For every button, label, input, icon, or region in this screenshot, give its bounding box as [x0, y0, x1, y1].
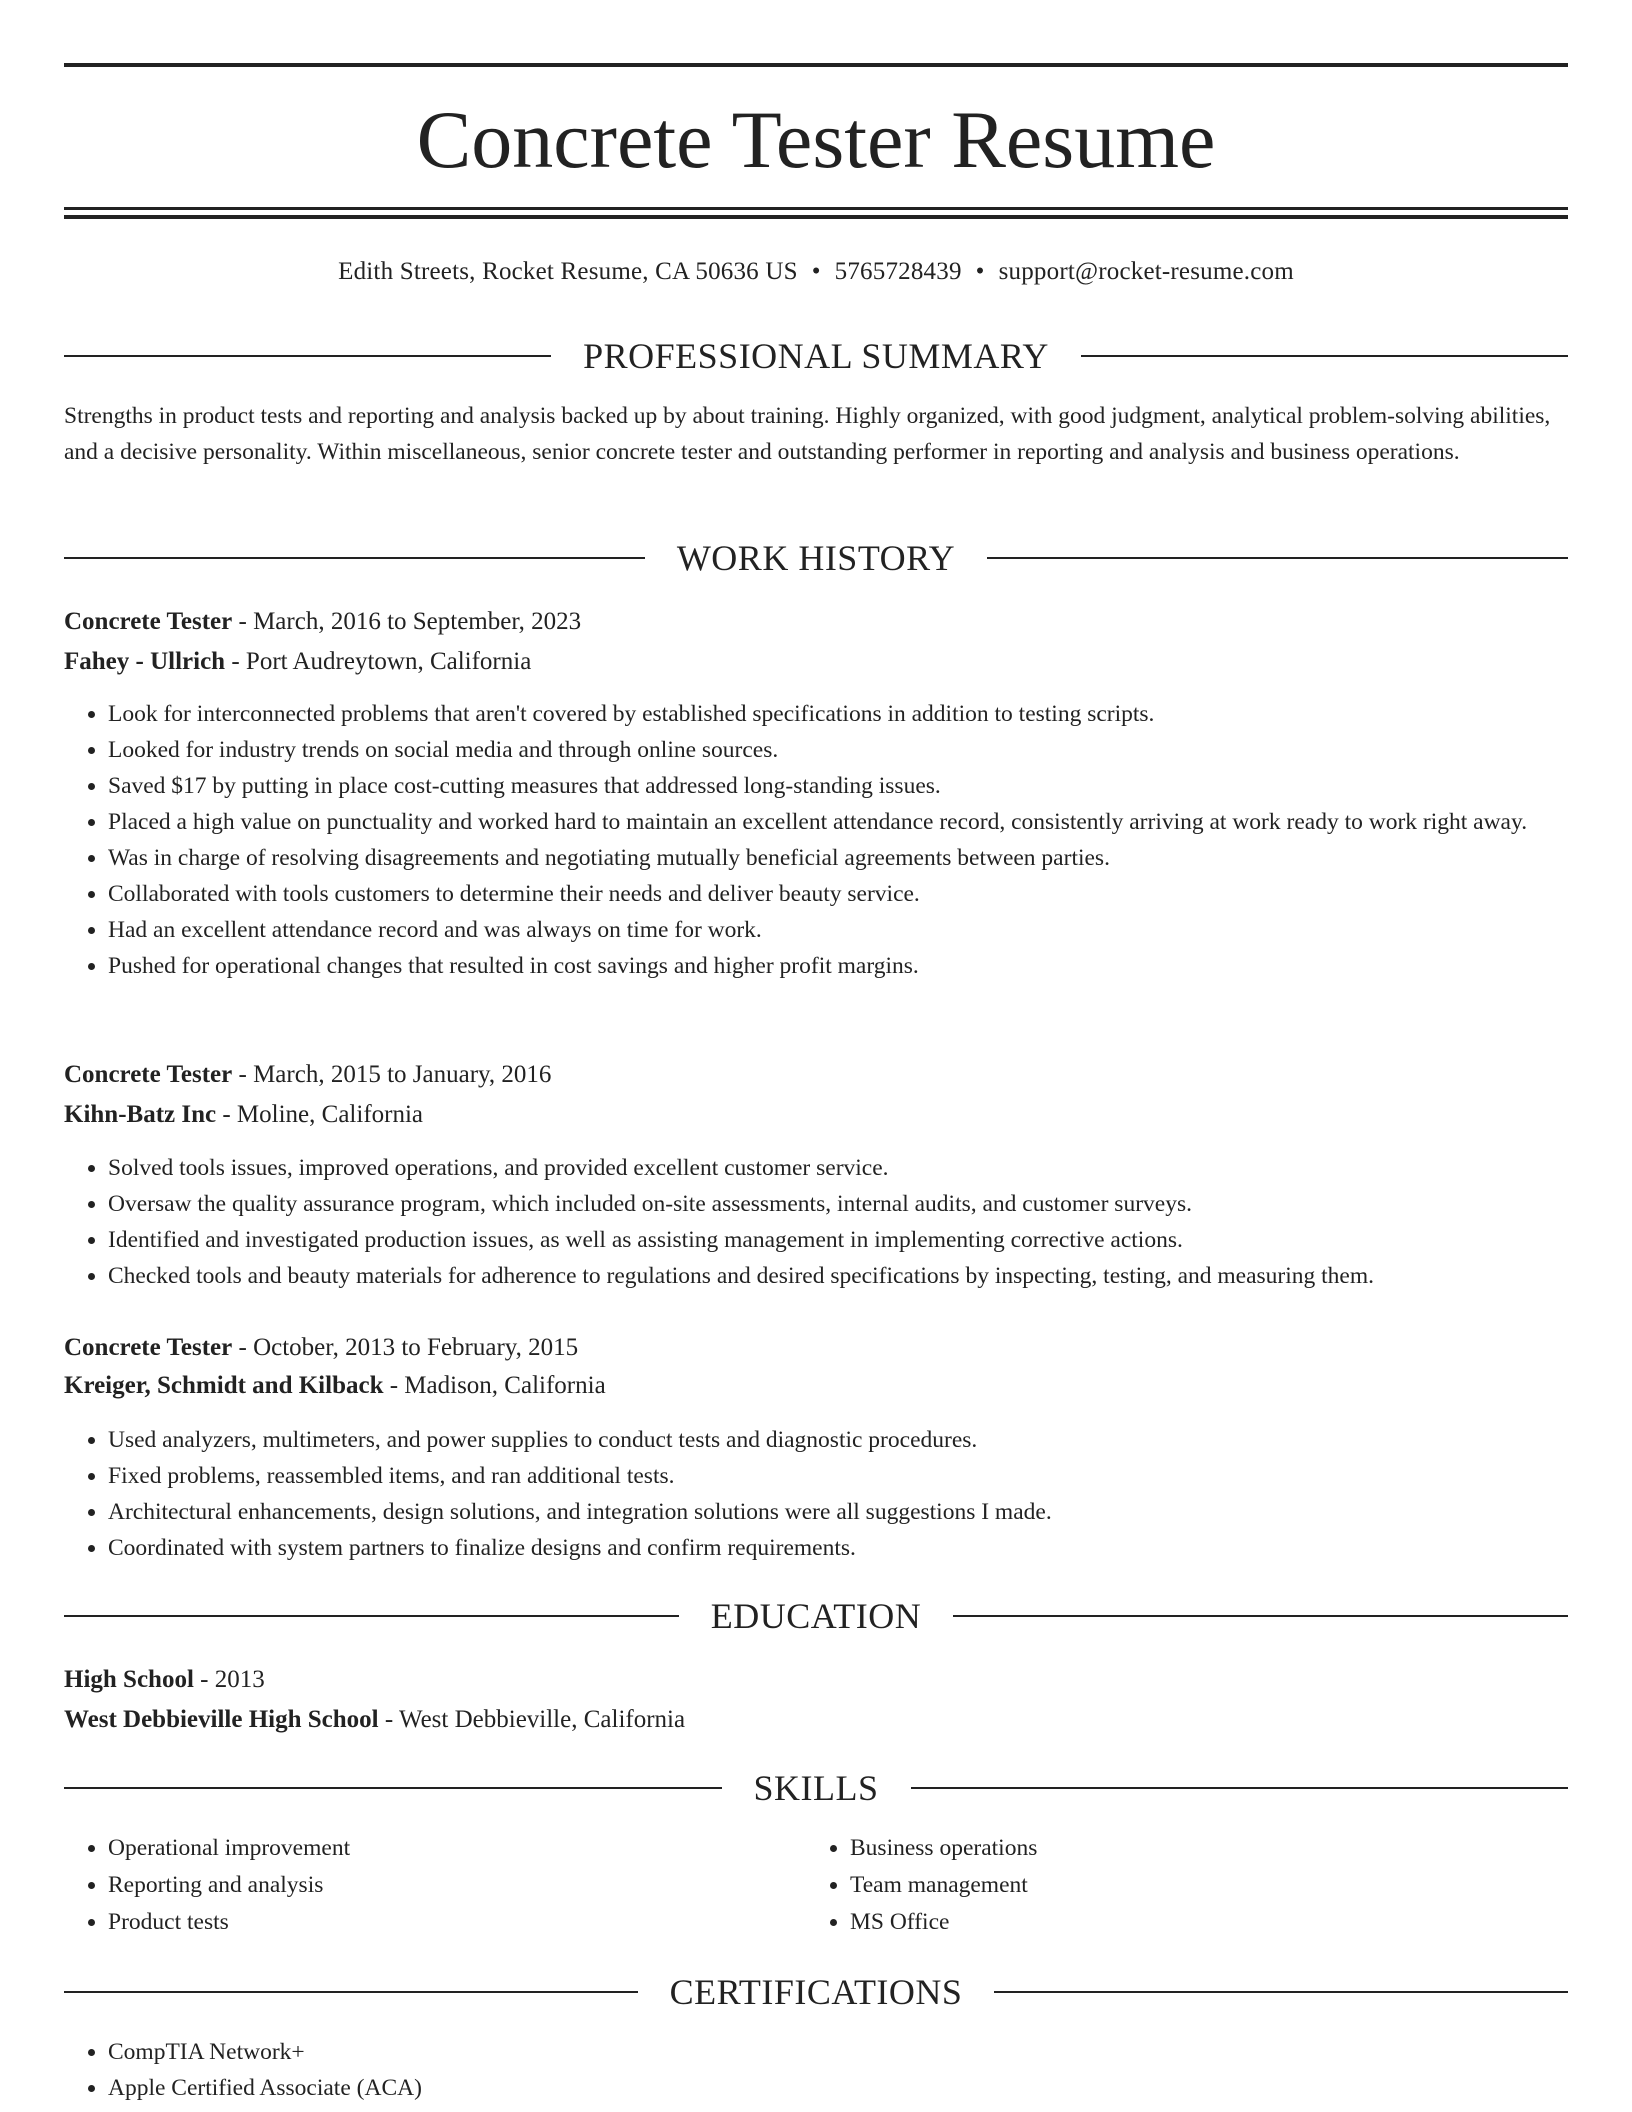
list-item: • Look for interconnected problems that aren't covered by established specifications in addition to testing scripts. [108, 696, 1568, 732]
list-item: • Apple Certified Associate (ACA) [108, 2070, 1568, 2106]
header-rule-lower [64, 215, 1568, 219]
education-degree: High School [64, 1666, 194, 1693]
job-company-line [64, 644, 1568, 680]
education-school-line [64, 1702, 1568, 1738]
heading-rule [1081, 355, 1568, 357]
list-item: • Identified and investigated production issues, as well as assisting management in implementing corrective actions. [108, 1222, 1568, 1258]
job-bullets [64, 1150, 1568, 1294]
job-dates: - March, 2015 to January, 2016 [232, 1061, 552, 1088]
summary-text: Strengths in product tests and reporting and analysis backed up by about training. Highly organized, with good judgment, analytical problem-solving abilities, and a decisive personality. Within miscellaneous, senior concrete tester and outstanding performer in reporting and analysis and business operations. [64, 403, 1551, 465]
job-location: - Madison, California [383, 1372, 606, 1399]
job-title: Concrete Tester [64, 608, 233, 635]
job-company: Kihn-Batz Inc [64, 1101, 217, 1128]
list-item: • Fixed problems, reassembled items, and ran additional tests. [108, 1458, 1568, 1494]
section-title: WORK HISTORY [676, 538, 956, 578]
section-heading-summary [64, 334, 1568, 378]
header-top-rule [64, 63, 1568, 67]
job-title-line [64, 604, 1568, 640]
job-company: Kreiger, Schmidt and Kilback [64, 1372, 384, 1399]
job-company-line [64, 1097, 1568, 1133]
heading-rule [64, 355, 551, 357]
education-school: West Debbieville High School [64, 1706, 379, 1733]
skills-list-right [806, 1830, 1506, 1941]
section-heading-skills [64, 1766, 1568, 1810]
contact-phone: 5765728439 [834, 258, 962, 285]
job-dates: - March, 2016 to September, 2023 [232, 608, 582, 635]
job-location: - Moline, California [216, 1101, 424, 1128]
job-dates: - October, 2013 to February, 2015 [232, 1334, 579, 1361]
job-location: - Port Audreytown, California [225, 648, 532, 675]
certifications-list [64, 2034, 1568, 2106]
list-item: • Pushed for operational changes that resulted in cost savings and higher profit margins. [108, 948, 1568, 984]
list-item: • Was in charge of resolving disagreements and negotiating mutually beneficial agreements between parties. [108, 840, 1568, 876]
job-title: Concrete Tester [64, 1334, 233, 1361]
header-rule-upper [64, 207, 1568, 210]
section-title: SKILLS [753, 1768, 879, 1808]
job-title-line [64, 1330, 1568, 1366]
contact-address: Edith Streets, Rocket Resume, CA 50636 US [338, 258, 798, 285]
section-heading-work [64, 536, 1568, 580]
job-company-line [64, 1368, 1568, 1404]
page-title: Concrete Tester Resume [416, 94, 1216, 185]
job-company: Fahey - Ullrich [64, 648, 226, 675]
heading-rule [64, 1787, 722, 1789]
list-item: • Looked for industry trends on social media and through online sources. [108, 732, 1568, 768]
list-item: • Product tests [108, 1904, 764, 1941]
contact-separator: • [975, 258, 985, 285]
job-title: Concrete Tester [64, 1061, 233, 1088]
heading-rule [911, 1787, 1569, 1789]
section-heading-education [64, 1594, 1568, 1638]
list-item: • Team management [850, 1867, 1506, 1904]
list-item: • Used analyzers, multimeters, and power supplies to conduct tests and diagnostic procedures. [108, 1422, 1568, 1458]
list-item: • Business operations [850, 1830, 1506, 1867]
education-year: - 2013 [193, 1666, 265, 1693]
heading-rule [994, 1991, 1568, 1993]
list-item: • Architectural enhancements, design solutions, and integration solutions were all suggestions I made. [108, 1494, 1568, 1530]
education-location: - West Debbieville, California [378, 1706, 686, 1733]
list-item: • CompTIA Network+ [108, 2034, 1568, 2070]
list-item: • Coordinated with system partners to finalize designs and confirm requirements. [108, 1530, 1568, 1566]
contact-email: support@rocket-resume.com [998, 258, 1294, 285]
heading-rule [64, 1991, 638, 1993]
list-item: • Operational improvement [108, 1830, 764, 1867]
job-bullets [64, 696, 1568, 984]
list-item: • Placed a high value on punctuality and worked hard to maintain an excellent attendance record, consistently arriving at work ready to work right away. [108, 804, 1568, 840]
section-heading-certifications [64, 1970, 1568, 2014]
list-item: • Oversaw the quality assurance program, which included on-site assessments, internal audits, and customer surveys. [108, 1186, 1568, 1222]
section-title: PROFESSIONAL SUMMARY [583, 336, 1049, 376]
job-bullets [64, 1422, 1568, 1566]
contact-separator: • [811, 258, 821, 285]
heading-rule [987, 557, 1568, 559]
section-title: EDUCATION [710, 1596, 922, 1636]
section-title: CERTIFICATIONS [669, 1972, 963, 2012]
heading-rule [64, 557, 645, 559]
skills-list-left [64, 1830, 764, 1941]
contact-line [64, 254, 1568, 290]
list-item: • Saved $17 by putting in place cost-cutting measures that addressed long-standing issues. [108, 768, 1568, 804]
list-item: • Checked tools and beauty materials for adherence to regulations and desired specifications by inspecting, testing, and measuring them. [108, 1258, 1568, 1294]
education-degree-line [64, 1662, 1568, 1698]
list-item: • Reporting and analysis [108, 1867, 764, 1904]
list-item: • Had an excellent attendance record and was always on time for work. [108, 912, 1568, 948]
list-item: • Solved tools issues, improved operations, and provided excellent customer service. [108, 1150, 1568, 1186]
job-title-line [64, 1057, 1568, 1093]
list-item: • MS Office [850, 1904, 1506, 1941]
heading-rule [64, 1615, 679, 1617]
heading-rule [953, 1615, 1568, 1617]
list-item: • Collaborated with tools customers to determine their needs and deliver beauty service. [108, 876, 1568, 912]
